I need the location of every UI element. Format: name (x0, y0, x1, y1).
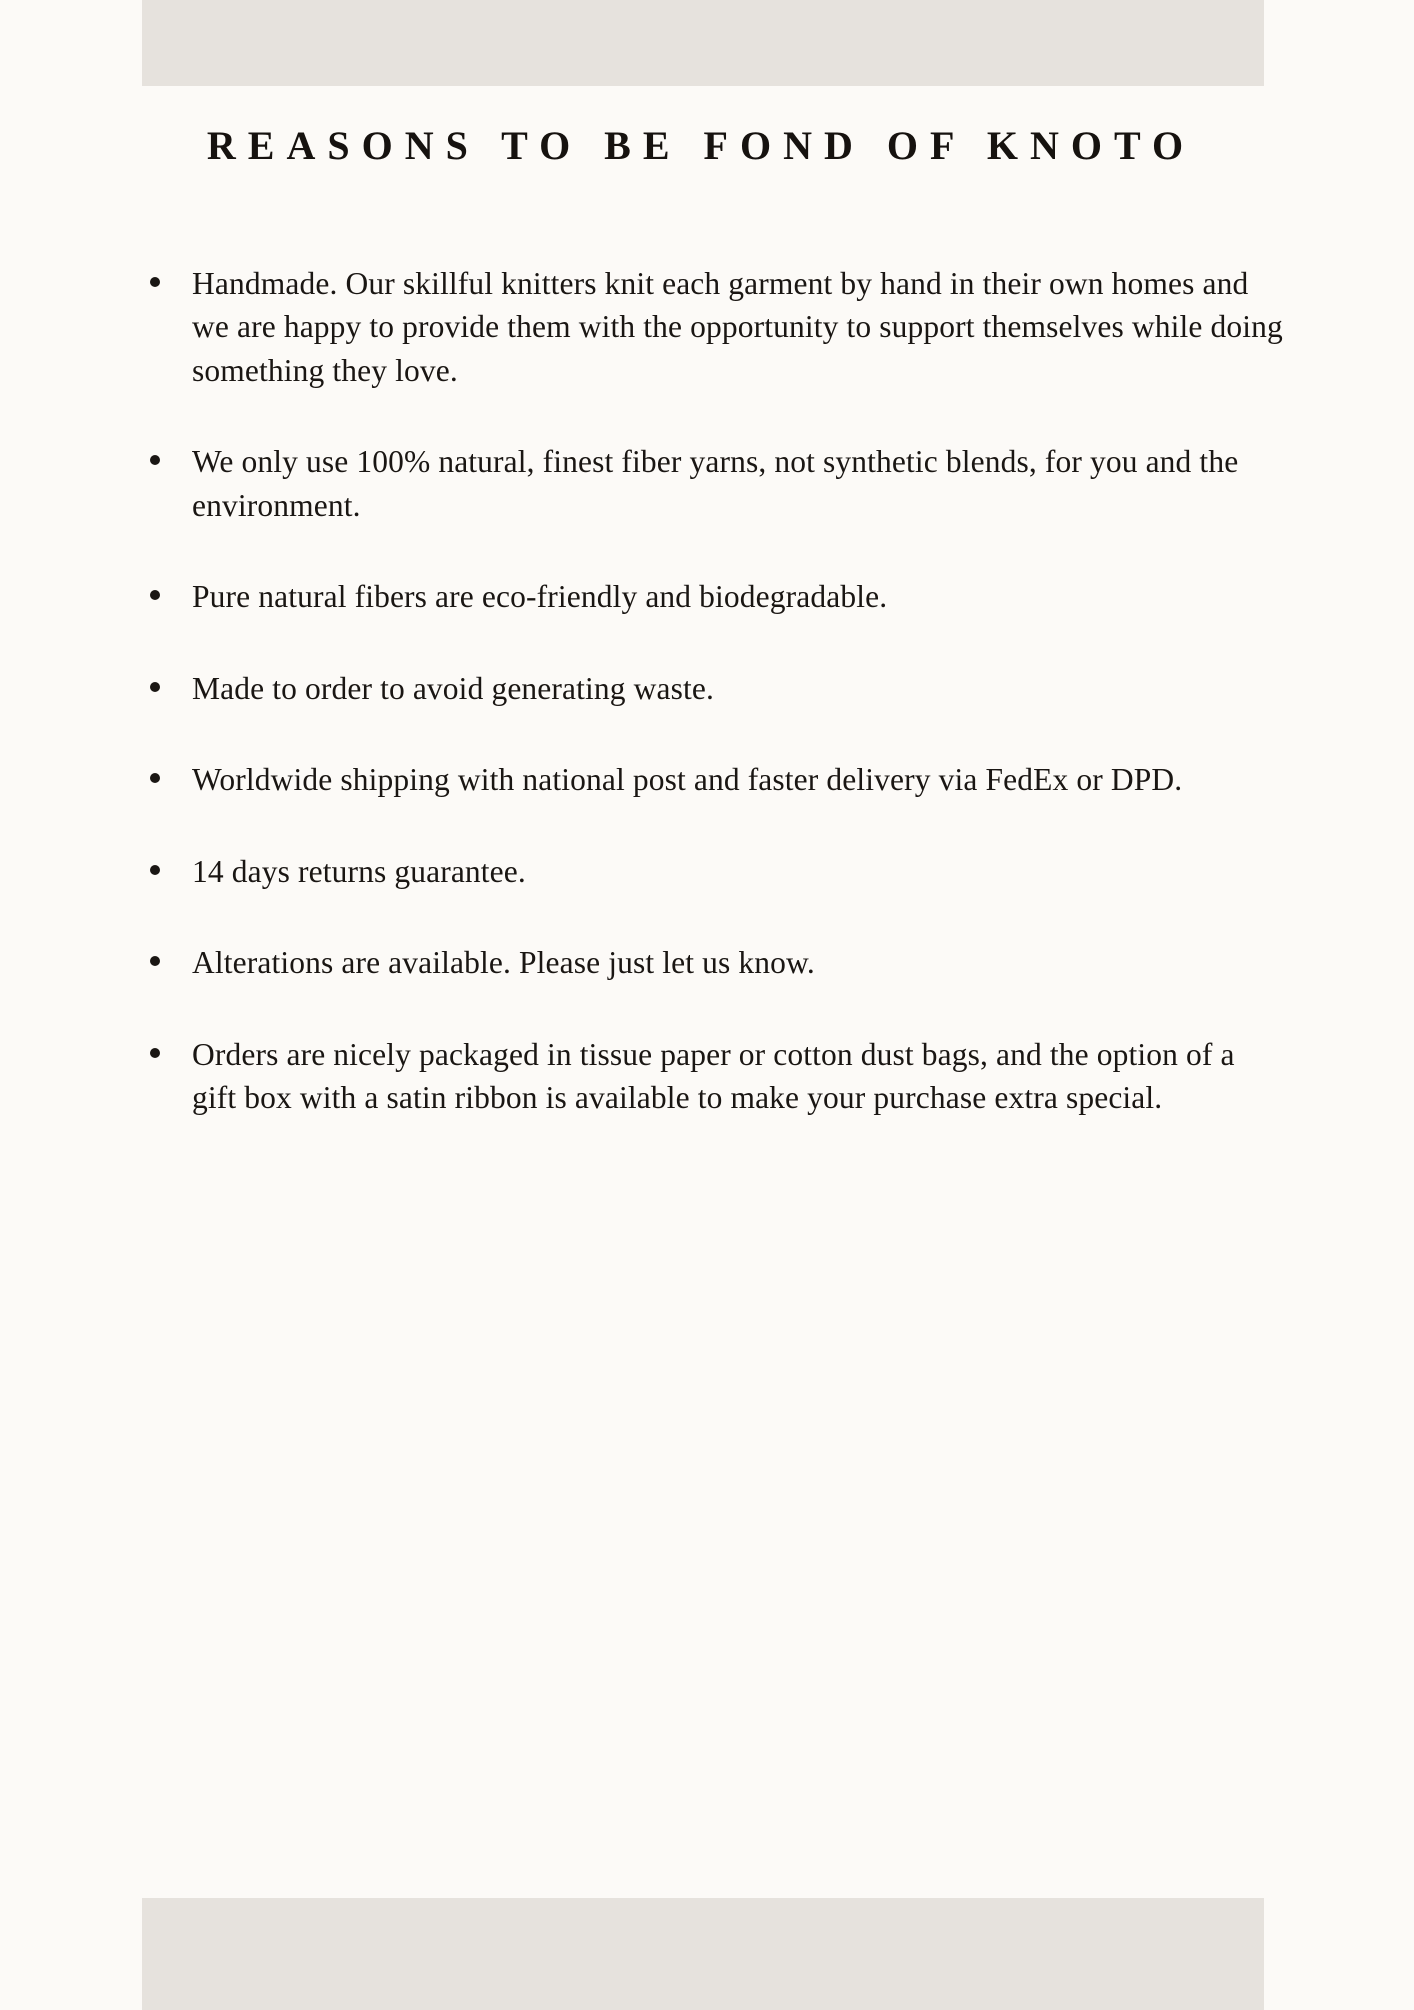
decorative-band-bottom (142, 1898, 1264, 2010)
reasons-list (0, 170, 1414, 1120)
list-item: Pure natural fibers are eco-friendly and biodegradable. (150, 575, 1284, 618)
list-item: Orders are nicely packaged in tissue paper or cotton dust bags, and the option of a gift box with a satin ribbon is available to make your purchase extra special. (150, 1033, 1284, 1120)
list-item: Worldwide shipping with national post and faster delivery via FedEx or DPD. (150, 758, 1284, 801)
page-title: REASONS TO BE FOND OF KNOTO (206, 123, 1196, 168)
list-item: We only use 100% natural, finest fiber yarns, not synthetic blends, for you and the environment. (150, 440, 1284, 527)
list-item: Alterations are available. Please just let us know. (150, 941, 1284, 984)
list-item: 14 days returns guarantee. (150, 850, 1284, 893)
list-item: Handmade. Our skillful knitters knit each garment by hand in their own homes and we are happy to provide them with the opportunity to support themselves while doing something they love. (150, 262, 1284, 392)
list-item: Made to order to avoid generating waste. (150, 667, 1284, 710)
